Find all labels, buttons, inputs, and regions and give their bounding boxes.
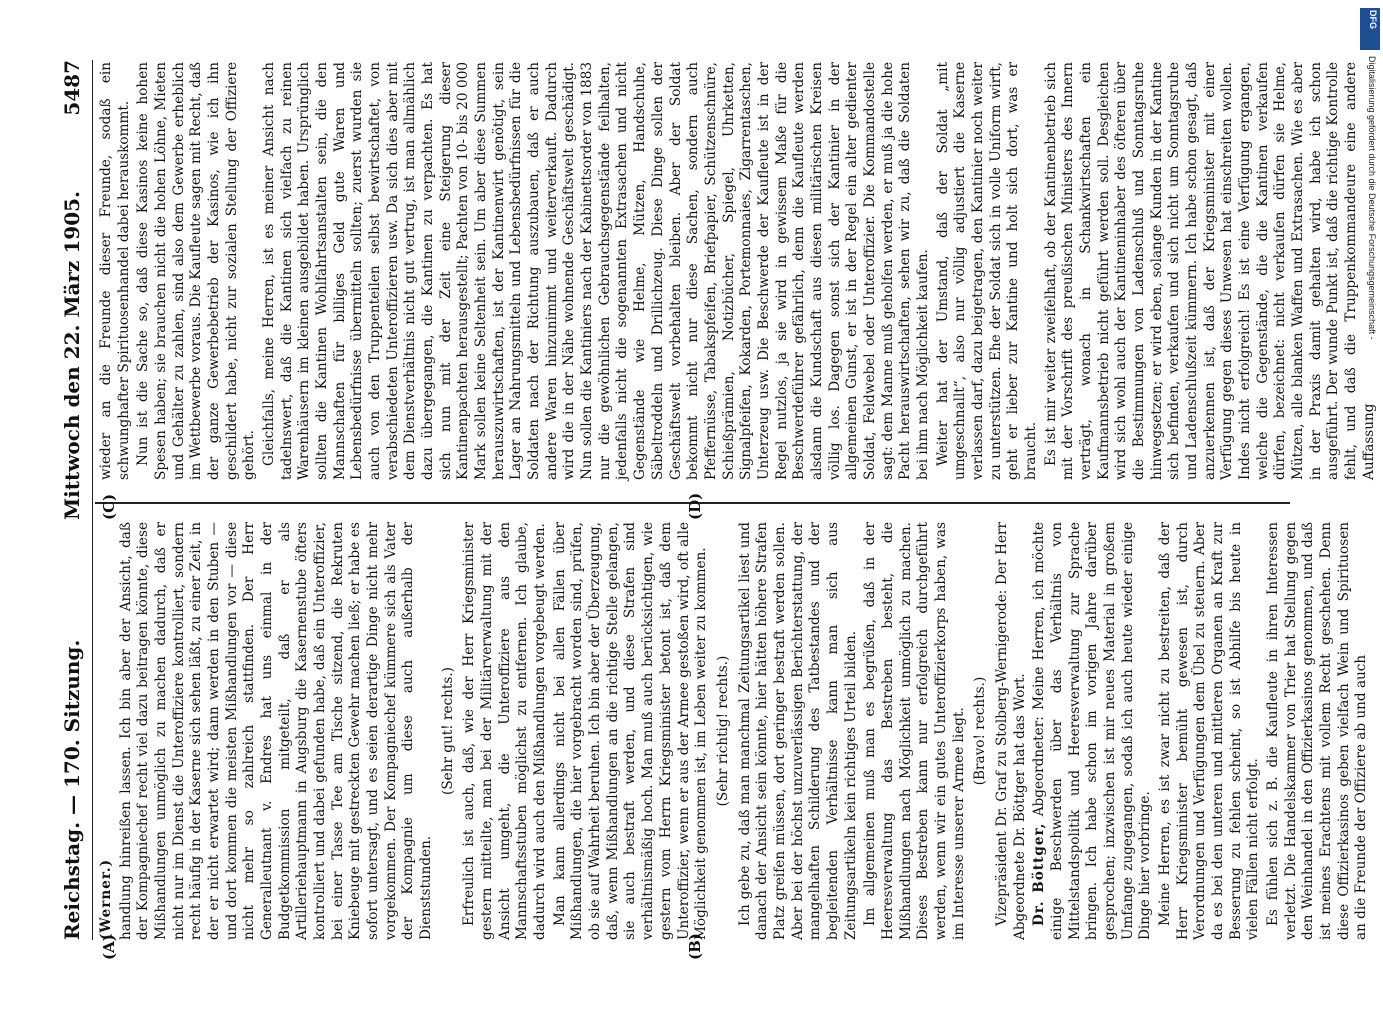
paragraph: Erfreulich ist auch, daß, wie der Herr Kriegsminister gestern mitteilte, man bei der Militärverwaltung mit der Ansicht umgeht, die Unteroffiziere aus den Mannschaftsstuben möglichst zu entfernen. Ich glaube, dadurch wird auch den Mißhandlungen vorgebeugt werden. <box>461 522 549 940</box>
header-rule <box>92 60 93 940</box>
paragraph: Weiter hat der Umstand, daß der Soldat „mit umgeschnallt“, also nur völlig adjustiert die Kaserne verlassen darf, dazu beigetragen, den Kantinier noch weiter zu unterstützen. Ehe der Soldat sich in volle Uniform wirft, geht er lieber zur Kantine und holt sich dort, was er braucht. <box>934 62 1039 480</box>
speaker-tag: (Werner.) <box>98 858 114 940</box>
paragraph: Im allgemeinen muß man es begrüßen, daß in der Heeresverwaltung das Bestreben besteht, die Mißhandlungen nach Möglichkeit unmöglich zu machen. Dieses Bestreben kann nur erfolgreich durchgeführt werden, wenn wir ein gutes Unteroffizierkorps haben, was im Interesse unserer Armee liegt. <box>862 522 967 940</box>
paragraph: Vizepräsident Dr. Graf zu Stolberg-Wernigerode: Der Herr Abgeordnete Dr. Böttger hat das Wort. <box>993 522 1028 940</box>
reaction: (Sehr richtig! rechts.) <box>714 655 731 807</box>
running-head <box>60 60 90 940</box>
dfg-logo: DFG <box>1360 8 1380 50</box>
paragraph: handlung hinreißen lassen. Ich bin aber der Ansicht, daß der Kompagniechef recht viel dazu beitragen könnte, diese Mißhandlungen unmöglich zu machen dadurch, daß er nicht nur im Dienst die Unteroffiziere kontrolliert, sondern recht häufig in der Kaserne sich sehen läßt, zu einer Zeit, in der er nicht erwartet wird; dann werden in den Stuben — und dort kommen die meisten Mißhandlungen vor — diese nicht mehr so zahlreich stattfinden. Der Herr Generalleutnant v. Endres hat uns einmal in der Budgetkommission mitgeteilt, daß er als Artilleriehauptmann in Augsburg die Kasernenstube öfters kontrolliert und dabei gefunden habe, daß ein Unteroffizier, bei einer Tasse Tee am Tische sitzend, die Rekruten Kniebeuge mit gestreckten Gewehr machen ließ; er habe es sofort untersagt, und es seien derartige Dinge nicht mehr vorgekommen. Der Kompagniechef kümmere sich als Vater der Kompagnie um diese auch außerhalb der Dienststunden. <box>117 522 435 940</box>
digitization-note: Digitalisierung gefördert durch die Deutsche Forschungsgemeinschaft - <box>1367 56 1377 340</box>
paragraph: Es fühlen sich z. B. die Kaufleute in ihren Interessen verletzt. Die Handelskammer von Trier hat Stellung gegen den Weinhandel in den Offizierkasinos genommen, und daß ist meines Erachtens mit vollem Recht geschehen. Denn diese Offizierkasinos geben vielfach Wein und Spirituosen an die Freunde der Offiziere ab und auch <box>1265 522 1370 940</box>
margin-mark-a: (A) <box>100 934 118 960</box>
margin-mark-d: (D) <box>686 492 704 520</box>
page-number: 5487 <box>60 60 84 116</box>
reaction: (Bravo! rechts.) <box>972 676 989 786</box>
left-column <box>98 522 1370 940</box>
paragraph: Nun ist die Sache so, daß diese Kasinos keine hohen Spesen haben; sie brauchen nicht die hohen Löhne, Mieten und Gehälter zu zahlen, sind also dem Gewerbe erheblich im Wettbewerbe voraus. Die Kaufleute sagen mit Recht, daß der ganze Gewerbebetrieb der Kasinos, wie ich ihn geschildert habe, nicht zur sozialen Stellung der Offiziere gehört. <box>135 62 258 480</box>
margin-mark-b: (B) <box>686 933 704 960</box>
speaker-name: Dr. Böttger, <box>1031 822 1048 926</box>
reaction: (Sehr gut! rechts.) <box>439 667 456 795</box>
paragraph: Es ist mir weiter zweifelhaft, ob der Kantinenbetrieb sich mit der Vorschrift des preußischen Ministers des Innern verträgt, wonach in Schankwirtschaften ein Kaufmannsbetrieb nicht geführt werden soll. Desgleichen wird sich wohl auch der Kantineninhaber des öfteren über die Bestimmungen von Ladenschluß und Sonntagsruhe hinwegsetzen; er wird eben, solange Kunden in der Kantine sich befinden, verkaufen und sich nicht um Sonntagsruhe und Ladenschlußzeit kümmern. Ich habe schon gesagt, daß anzuerkennen ist, daß der Kriegsminister mit einer Verfügung gegen dieses Unwesen hat einschreiten wollen. Indes nicht erfolgreich! Es ist eine Verfügung ergangen, welche die Gegenstände, die die Kantinen verkaufen dürfen, bezeichnet: nicht verkaufen dürfen sie Helme, Mützen, alle blanken Waffen und Extrasachen. Wie es aber in der Praxis damit gehalten wird, habe ich schon ausgeführt. Der wunde Punkt ist, daß die richtige Kontrolle fehlt, und daß die Truppenkommandeure eine andere Auffassung <box>1042 62 1377 480</box>
margin-mark-c: (C) <box>100 493 118 520</box>
paragraph: Gleichfalls, meine Herren, ist es meiner Ansicht nach tadelnswert, daß die Kantinen sich vielfach zu reinen Warenhäusern im kleinen ausgebildet haben. Ursprünglich sollten die Kantinen Wohlfahrtsanstalten sein, die den Mannschaften für billiges Geld gute Waren und Lebensbedürfnisse übermitteln sollten; zuerst wurden sie auch von den Truppenteilen selbst bewirtschaftet, von verabschiedeten Unteroffizieren usw. Da sich dies aber mit dem Dienstverhältnis nicht gut vertrug, ist man allmählich dazu übergegangen, die Kantinen zu verpachten. Es hat sich nun mit der Zeit eine Steigerung dieser Kantinenpachten herausgestellt; Pachten von 10- bis 20 000 Mark sollen keine Seltenheit sein. Um aber diese Summen herauszuwirtschaften, ist der Kantinenwirt genötigt, sein Lager an Nahrungsmitteln und Lebensbedürfnissen für die Soldaten nach der Richtung auszubauen, daß er auch andere Waren hinzunimmt und weiterverkauft. Dadurch wird die in der Nähe wohnende Geschäftswelt geschädigt. Nun sollen die Kantiniers nach der Kabinettsorder von 1883 nur die gewöhnlichen Gebrauchsgegenstände feilhalten, jedenfalls nicht die sogenannten Extrasachen und nicht Gegenstände wie Helme, Mützen, Handschuhe, Säbeltroddeln und Drillichzeug. Diese Dinge sollen der Geschäftswelt vorbehalten bleiben. Aber der Soldat bekommt nicht nur diese Sachen, sondern auch Pfeffernüsse, Tabakspfeifen, Briefpapier, Schützenschnüre, Schießprämien, Notizbücher, Spiegel, Uhrketten, Signalpfeifen, Kokarden, Portemonnaies, Zigarrentaschen, Unterzeug usw. Die Beschwerde der Kaufleute ist in der Regel nutzlos, ja sie wird in gewissem Maße für die Beschwerdeführer gefährlich, denn die Kaufleute werden alsdann die Kundschaft aus diesen militärischen Kreisen völlig los. Dagegen sonst sich der Kantinier in der allgemeinen Gunst, er ist in der Regel ein alter gedienter Soldat, Feldwebel oder Unteroffizier. Die Kommandostelle sagt: dem Manne muß geholfen werden, er muß ja die hohe Pacht herauswirtschaften, sehen wir zu, daß die Soldaten bei ihm nach Möglichkeit kaufen. <box>261 62 931 480</box>
header-left: Reichstag. — 170. Sitzung. <box>60 639 84 940</box>
header-right: Mittwoch den 22. März 1905. <box>60 190 84 520</box>
paragraph: Abgeordneter: Meine Herren, ich möchte einige Beschwerden über das Verhältnis von Mittelstandspolitik und Heeresverwaltung zur Sprache bringen. Ich habe schon im vorigen Jahre darüber gesprochen; inzwischen ist mir neues Material in großem Umfange zugegangen, sodaß ich auch heute wieder einige Dinge hier vorbringe. <box>1031 522 1154 940</box>
paragraph: Man kann allerdings nicht bei allen Fällen über Mißhandlungen, die hier vorgebracht worden sind, prüfen, ob sie auf Wahrheit beruhen. Ich bin aber der Überzeugung, daß, wenn Mißhandlungen an die richtige Stelle gelangen, sie auch bestraft werden, und diese Strafen sind verhältnismäßig hoch. Man muß auch berücksichtigen, wie gestern vom Herrn Kriegsminister betont ist, daß dem Unteroffizier, wenn er aus der Armee gestoßen wird, oft alle Möglichkeit genommen ist, im Leben weiter zu kommen. <box>551 522 710 940</box>
paragraph: Ich gebe zu, daß man manchmal Zeitungsartikel liest und danach der Ansicht sein könnte, hier hätten höhere Strafen Platz greifen müssen, dort geringer bestraft werden sollen. Aber bei der höchst unzuverlässigen Berichterstattung, der mangelhaften Schilderung des Tatbestandes und der begleitenden Verhältnisse kann man sich aus Zeitungsartikeln kein richtiges Urteil bilden. <box>736 522 859 940</box>
paragraph: Meine Herren, es ist zwar nicht zu bestreiten, daß der Herr Kriegsminister bemüht gewesen ist, durch Verordnungen und Verfügungen dem Übel zu steuern. Aber da es bei den unteren und mittleren Organen an Kraft zur Besserung zu fehlen scheint, so ist Abhilfe bis heute in vielen Fällen nicht erfolgt. <box>1156 522 1262 940</box>
paragraph: wieder an die Freunde dieser Freunde, sodaß ein schwunghafter Spirituosenhandel dabei herauskommt. <box>98 62 132 480</box>
